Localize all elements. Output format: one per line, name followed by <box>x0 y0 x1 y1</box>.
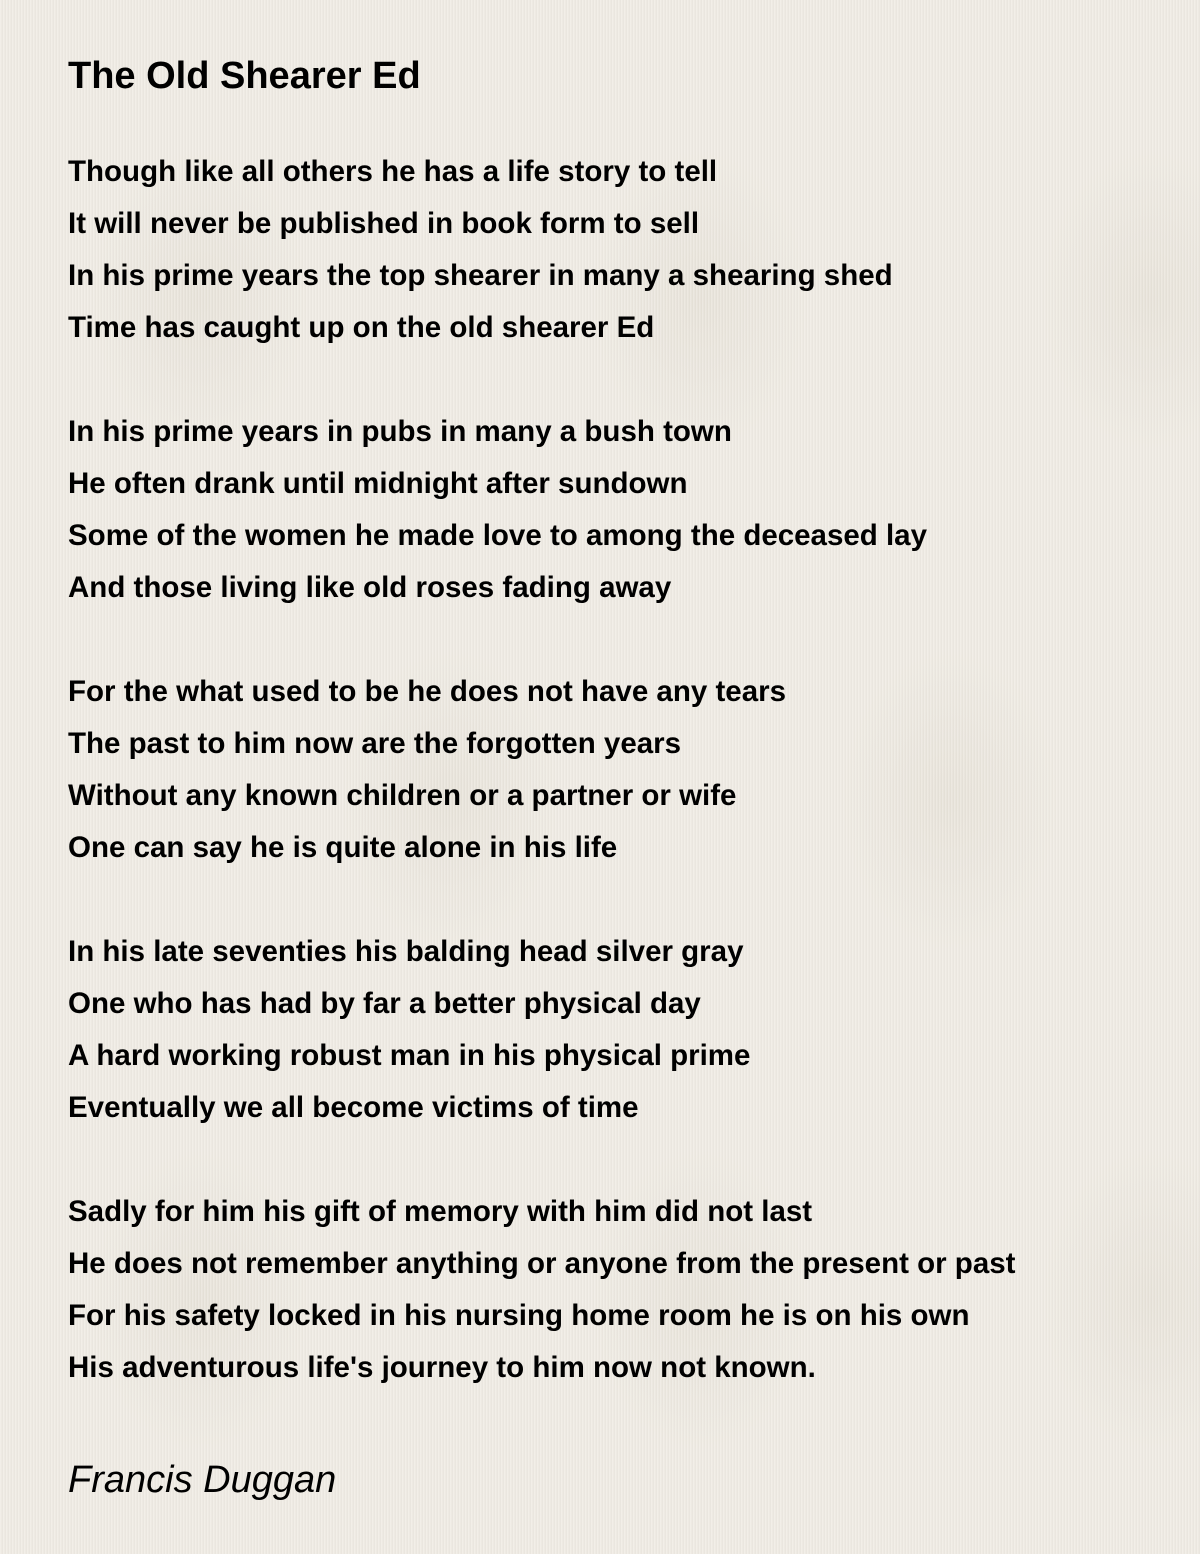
poem-author: Francis Duggan <box>68 1459 337 1501</box>
poem-line: It will never be published in book form to sell <box>68 207 700 240</box>
poem-line: Sadly for him his gift of memory with him did not last <box>68 1195 813 1228</box>
poem-line: A hard working robust man in his physical prime <box>68 1039 751 1072</box>
poem-line: In his late seventies his balding head silver gray <box>68 935 744 968</box>
stanza-2 <box>68 406 1168 614</box>
poem-line: And those living like old roses fading away <box>68 571 672 604</box>
poem-line: Eventually we all become victims of time <box>68 1091 639 1124</box>
poem-line: For the what used to be he does not have any tears <box>68 675 786 708</box>
poem-line: One who has had by far a better physical day <box>68 987 701 1020</box>
poem-line: In his prime years the top shearer in many a shearing shed <box>68 259 893 292</box>
poem-line: Without any known children or a partner or wife <box>68 779 737 812</box>
poem-line: His adventurous life's journey to him now not known. <box>68 1351 816 1384</box>
poem-title: The Old Shearer Ed <box>68 55 421 97</box>
poem-page <box>68 50 1168 1506</box>
poem-line: In his prime years in pubs in many a bush town <box>68 415 732 448</box>
poem-line: The past to him now are the forgotten years <box>68 727 682 760</box>
poem-line: Some of the women he made love to among the deceased lay <box>68 519 928 552</box>
poem-line: He often drank until midnight after sundown <box>68 467 688 500</box>
stanza-1 <box>68 146 1168 354</box>
poem-line: Though like all others he has a life story to tell <box>68 155 718 188</box>
poem-line: Time has caught up on the old shearer Ed <box>68 311 655 344</box>
poem-line: For his safety locked in his nursing home room he is on his own <box>68 1299 970 1332</box>
stanza-4 <box>68 926 1168 1134</box>
stanza-3 <box>68 666 1168 874</box>
poem-line: He does not remember anything or anyone from the present or past <box>68 1247 1016 1280</box>
poem-line: One can say he is quite alone in his life <box>68 831 618 864</box>
stanza-5 <box>68 1186 1168 1394</box>
